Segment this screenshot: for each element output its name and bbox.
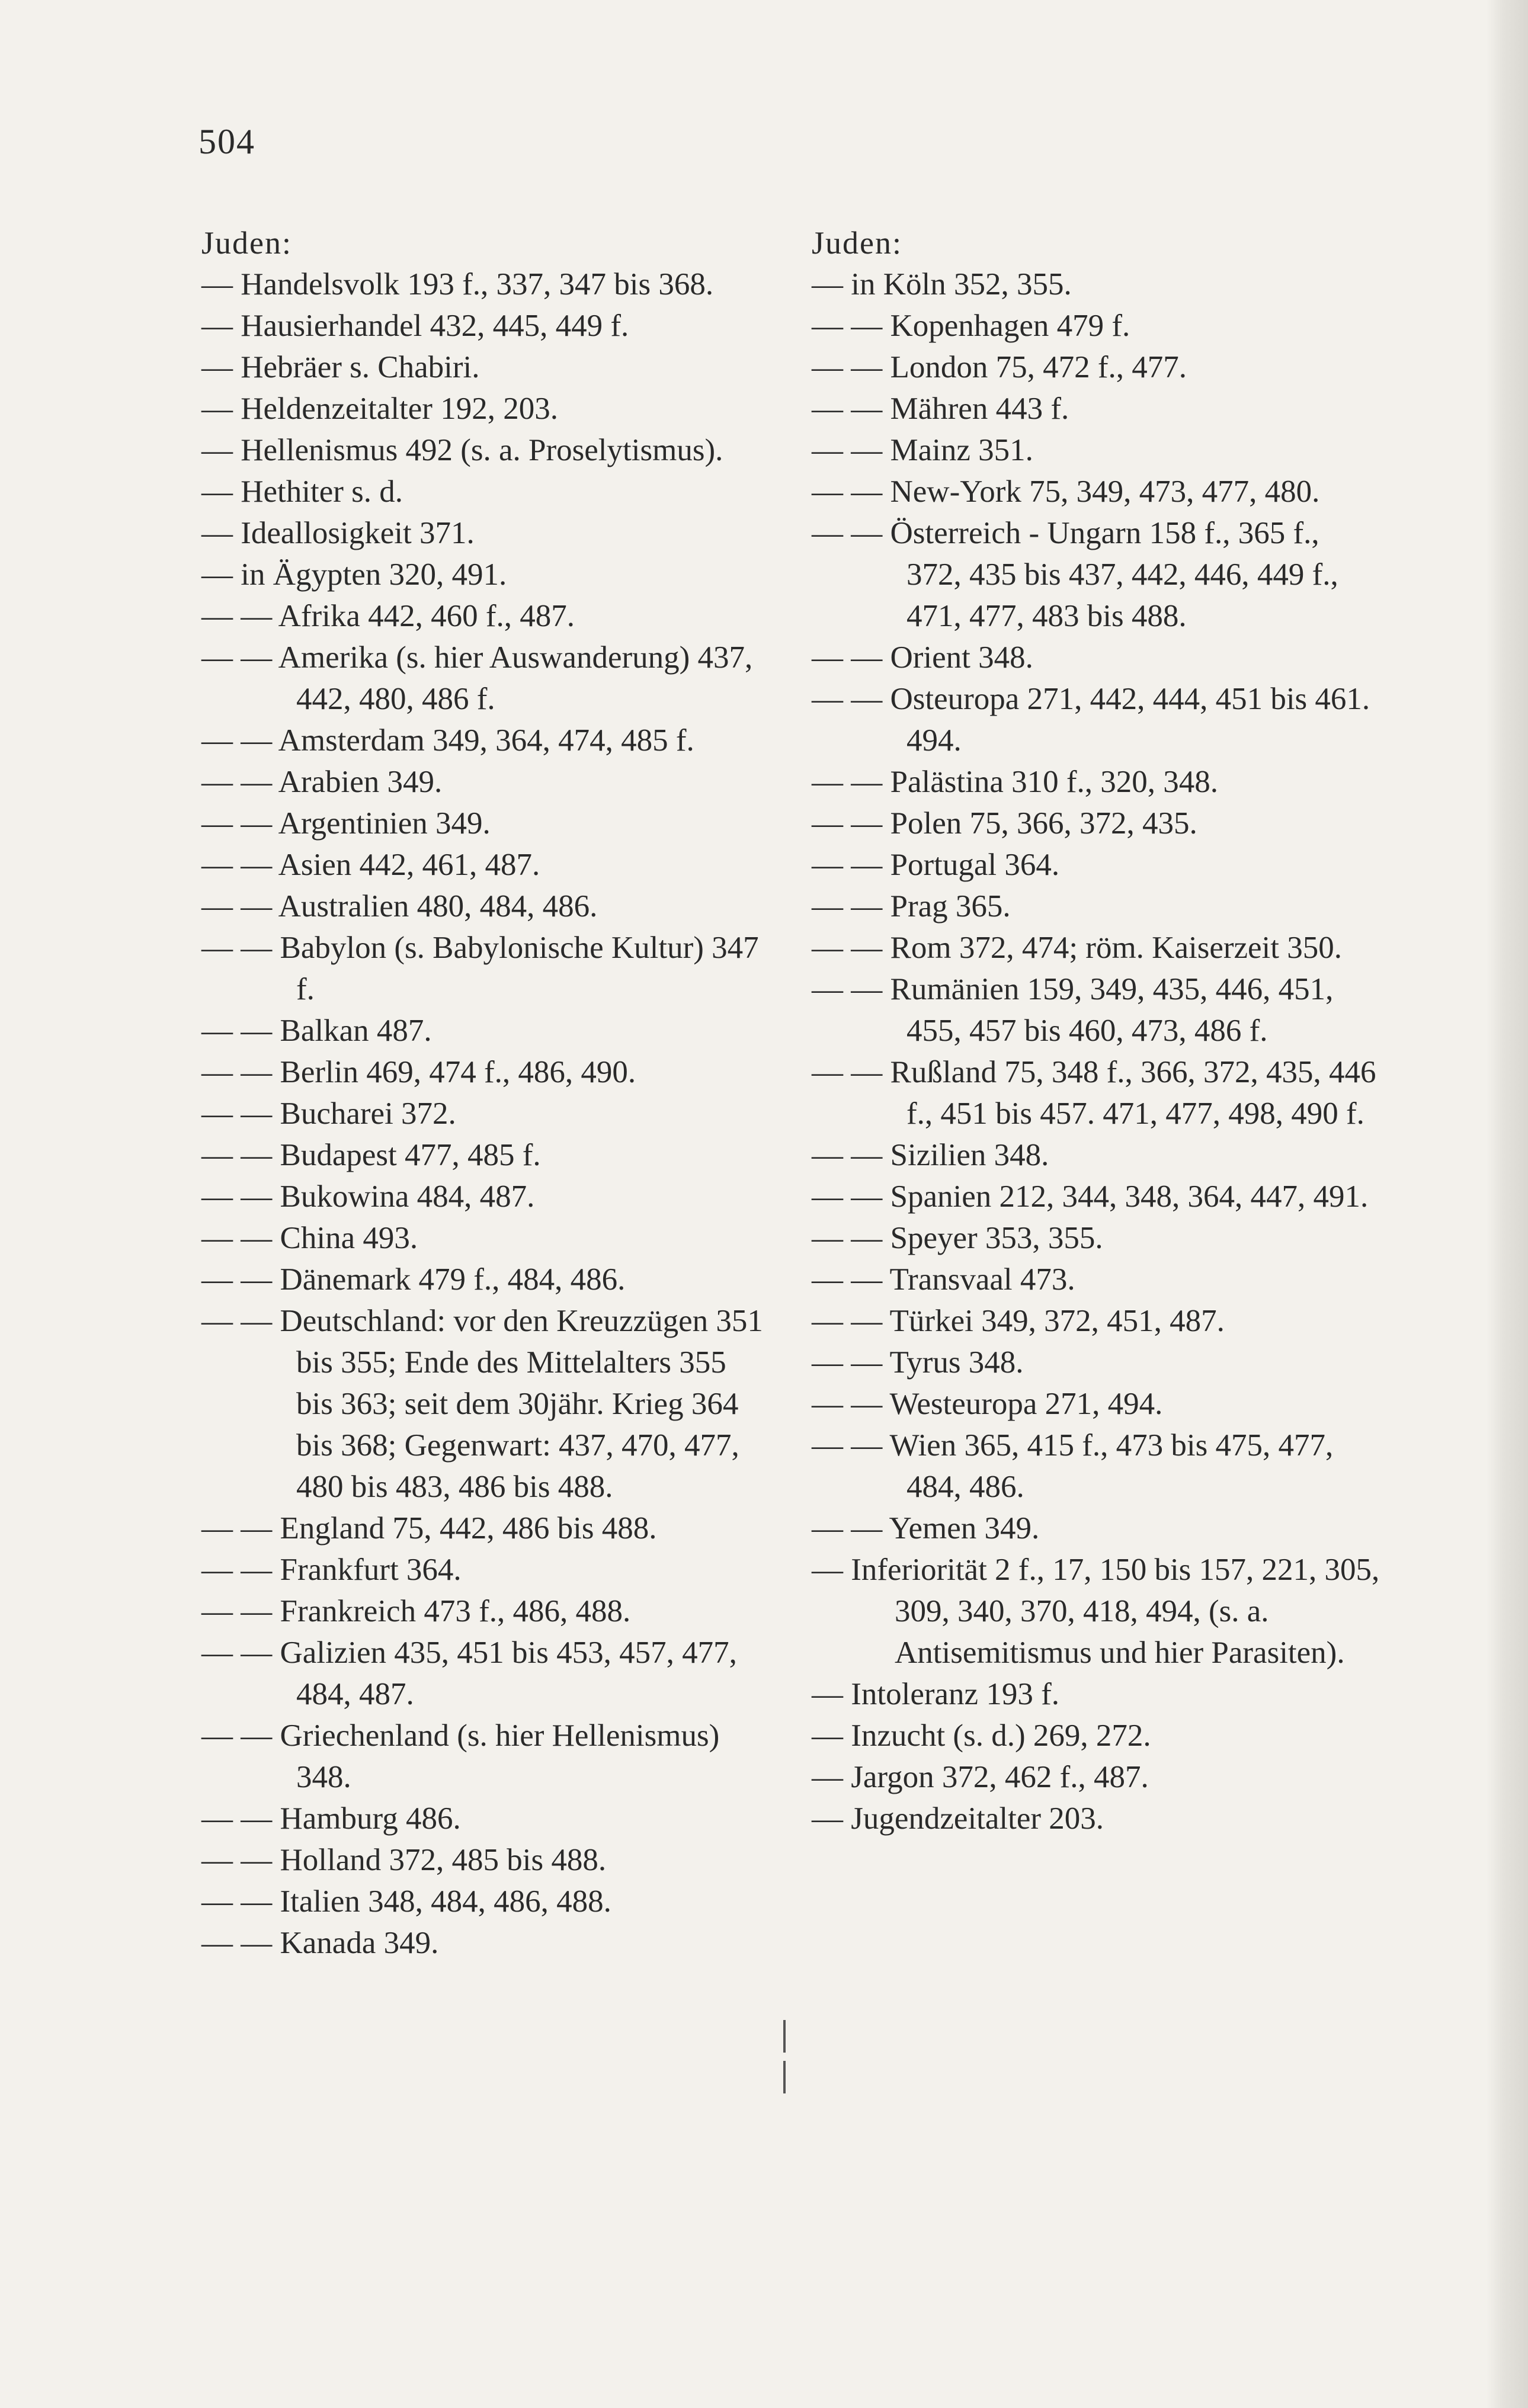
index-entry: — — Rumänien 159, 349, 435, 446, 451, 455, 457 bis 460, 473, 486 f. bbox=[812, 972, 1334, 1048]
index-entry: — — New-York 75, 349, 473, 477, 480. bbox=[812, 474, 1320, 509]
index-entry: — — Bucharei 372. bbox=[201, 1096, 456, 1131]
index-entry: — — Orient 348. bbox=[812, 640, 1033, 675]
index-entry: — — Dänemark 479 f., 484, 486. bbox=[201, 1262, 626, 1297]
index-entry: — — Arabien 349. bbox=[201, 765, 443, 799]
index-entry: — Inzucht (s. d.) 269, 272. bbox=[812, 1718, 1151, 1753]
index-entry: — — Prag 365. bbox=[812, 889, 1011, 924]
index-entry: — — Mähren 443 f. bbox=[812, 392, 1069, 426]
index-entry: — Inferiorität 2 f., 17, 150 bis 157, 221, 305, 309, 340, 370, 418, 494, (s. a. Antisemitismus und hier Parasiten). bbox=[812, 1553, 1380, 1670]
index-entry: — — Frankfurt 364. bbox=[201, 1553, 462, 1587]
index-entry: — — Yemen 349. bbox=[812, 1511, 1040, 1546]
index-entry: — Hausierhandel 432, 445, 449 f. bbox=[201, 309, 629, 343]
index-entry: — — Balkan 487. bbox=[201, 1014, 432, 1048]
index-entry: — Ideallosigkeit 371. bbox=[201, 516, 475, 550]
index-column-right bbox=[812, 222, 1380, 1839]
index-entry: — — Afrika 442, 460 f., 487. bbox=[201, 599, 575, 633]
index-entry: — — Transvaal 473. bbox=[812, 1262, 1075, 1297]
index-entry: — Intoleranz 193 f. bbox=[812, 1677, 1059, 1711]
index-entry: — — Palästina 310 f., 320, 348. bbox=[812, 765, 1218, 799]
index-entry: — — Berlin 469, 474 f., 486, 490. bbox=[201, 1055, 636, 1089]
index-entry: — — Westeuropa 271, 494. bbox=[812, 1387, 1163, 1421]
column-heading: Juden: bbox=[812, 225, 902, 261]
index-entry: — — Asien 442, 461, 487. bbox=[201, 848, 540, 882]
index-entry: — — Polen 75, 366, 372, 435. bbox=[812, 806, 1197, 841]
margin-marks bbox=[783, 2020, 787, 2106]
index-entry: — — Portugal 364. bbox=[812, 848, 1060, 882]
index-entry: — — England 75, 442, 486 bis 488. bbox=[201, 1511, 657, 1546]
index-entry: — — Rom 372, 474; röm. Kaiserzeit 350. bbox=[812, 931, 1342, 965]
index-entry: — Hebräer s. Chabiri. bbox=[201, 350, 480, 384]
index-entry: — — China 493. bbox=[201, 1221, 418, 1255]
index-entry: — — Spanien 212, 344, 348, 364, 447, 491. bbox=[812, 1179, 1369, 1214]
index-entry: — Handelsvolk 193 f., 337, 347 bis 368. bbox=[201, 267, 714, 302]
index-entry: — in Köln 352, 355. bbox=[812, 267, 1072, 302]
index-entry: — — Deutschland: vor den Kreuzzügen 351 bis 355; Ende des Mittelalters 355 bis 363; seit dem 30jähr. Krieg 364 bis 368; Gegenwart: 437, 470, 477, 480 bis 483, 486 bis 488. bbox=[201, 1304, 763, 1504]
index-entry: — Heldenzeitalter 192, 203. bbox=[201, 392, 558, 426]
index-entry: — — Hamburg 486. bbox=[201, 1801, 461, 1836]
index-entry: — — Rußland 75, 348 f., 366, 372, 435, 446 f., 451 bis 457. 471, 477, 498, 490 f. bbox=[812, 1055, 1376, 1131]
entry-list bbox=[201, 264, 770, 1964]
index-entry: — — Österreich - Ungarn 158 f., 365 f., 372, 435 bis 437, 442, 446, 449 f., 471, 477, 483 bis 488. bbox=[812, 516, 1338, 633]
index-entry: — — Mainz 351. bbox=[812, 433, 1033, 467]
index-entry: — — Kanada 349. bbox=[201, 1926, 439, 1960]
index-column-left bbox=[201, 222, 770, 1964]
index-entry: — — London 75, 472 f., 477. bbox=[812, 350, 1187, 384]
entry-list bbox=[812, 264, 1380, 1839]
index-entry: — — Türkei 349, 372, 451, 487. bbox=[812, 1304, 1225, 1338]
index-entry: — — Amerika (s. hier Auswanderung) 437, 442, 480, 486 f. bbox=[201, 640, 753, 716]
index-entry: — Hellenismus 492 (s. a. Proselytismus). bbox=[201, 433, 723, 467]
column-heading: Juden: bbox=[201, 225, 292, 261]
index-entry: — — Amsterdam 349, 364, 474, 485 f. bbox=[201, 723, 694, 758]
index-entry: — — Tyrus 348. bbox=[812, 1345, 1024, 1380]
index-entry: — — Griechenland (s. hier Hellenismus) 348. bbox=[201, 1718, 720, 1794]
index-entry: — — Budapest 477, 485 f. bbox=[201, 1138, 541, 1172]
index-entry: — — Italien 348, 484, 486, 488. bbox=[201, 1884, 611, 1919]
index-entry: — — Argentinien 349. bbox=[201, 806, 491, 841]
margin-bar bbox=[783, 2020, 786, 2053]
index-entry: — in Ägypten 320, 491. bbox=[201, 557, 507, 592]
index-entry: — — Wien 365, 415 f., 473 bis 475, 477, 484, 486. bbox=[812, 1428, 1334, 1504]
index-entry: — — Babylon (s. Babylonische Kultur) 347 f. bbox=[201, 931, 759, 1006]
index-entry: — — Frankreich 473 f., 486, 488. bbox=[201, 1594, 631, 1628]
index-entry: — — Bukowina 484, 487. bbox=[201, 1179, 535, 1214]
index-entry: — — Osteuropa 271, 442, 444, 451 bis 461. 494. bbox=[812, 682, 1370, 758]
page-number: 504 bbox=[198, 122, 255, 161]
index-entry: — — Holland 372, 485 bis 488. bbox=[201, 1843, 607, 1877]
index-entry: — — Australien 480, 484, 486. bbox=[201, 889, 598, 924]
margin-bar bbox=[783, 2061, 786, 2093]
index-entry: — Jargon 372, 462 f., 487. bbox=[812, 1760, 1149, 1794]
index-entry: — Jugendzeitalter 203. bbox=[812, 1801, 1104, 1836]
index-entry: — — Kopenhagen 479 f. bbox=[812, 309, 1130, 343]
page-edge bbox=[1487, 0, 1528, 2408]
index-entry: — — Sizilien 348. bbox=[812, 1138, 1049, 1172]
index-entry: — — Speyer 353, 355. bbox=[812, 1221, 1103, 1255]
index-entry: — — Galizien 435, 451 bis 453, 457, 477, 484, 487. bbox=[201, 1636, 737, 1711]
index-entry: — Hethiter s. d. bbox=[201, 474, 403, 509]
